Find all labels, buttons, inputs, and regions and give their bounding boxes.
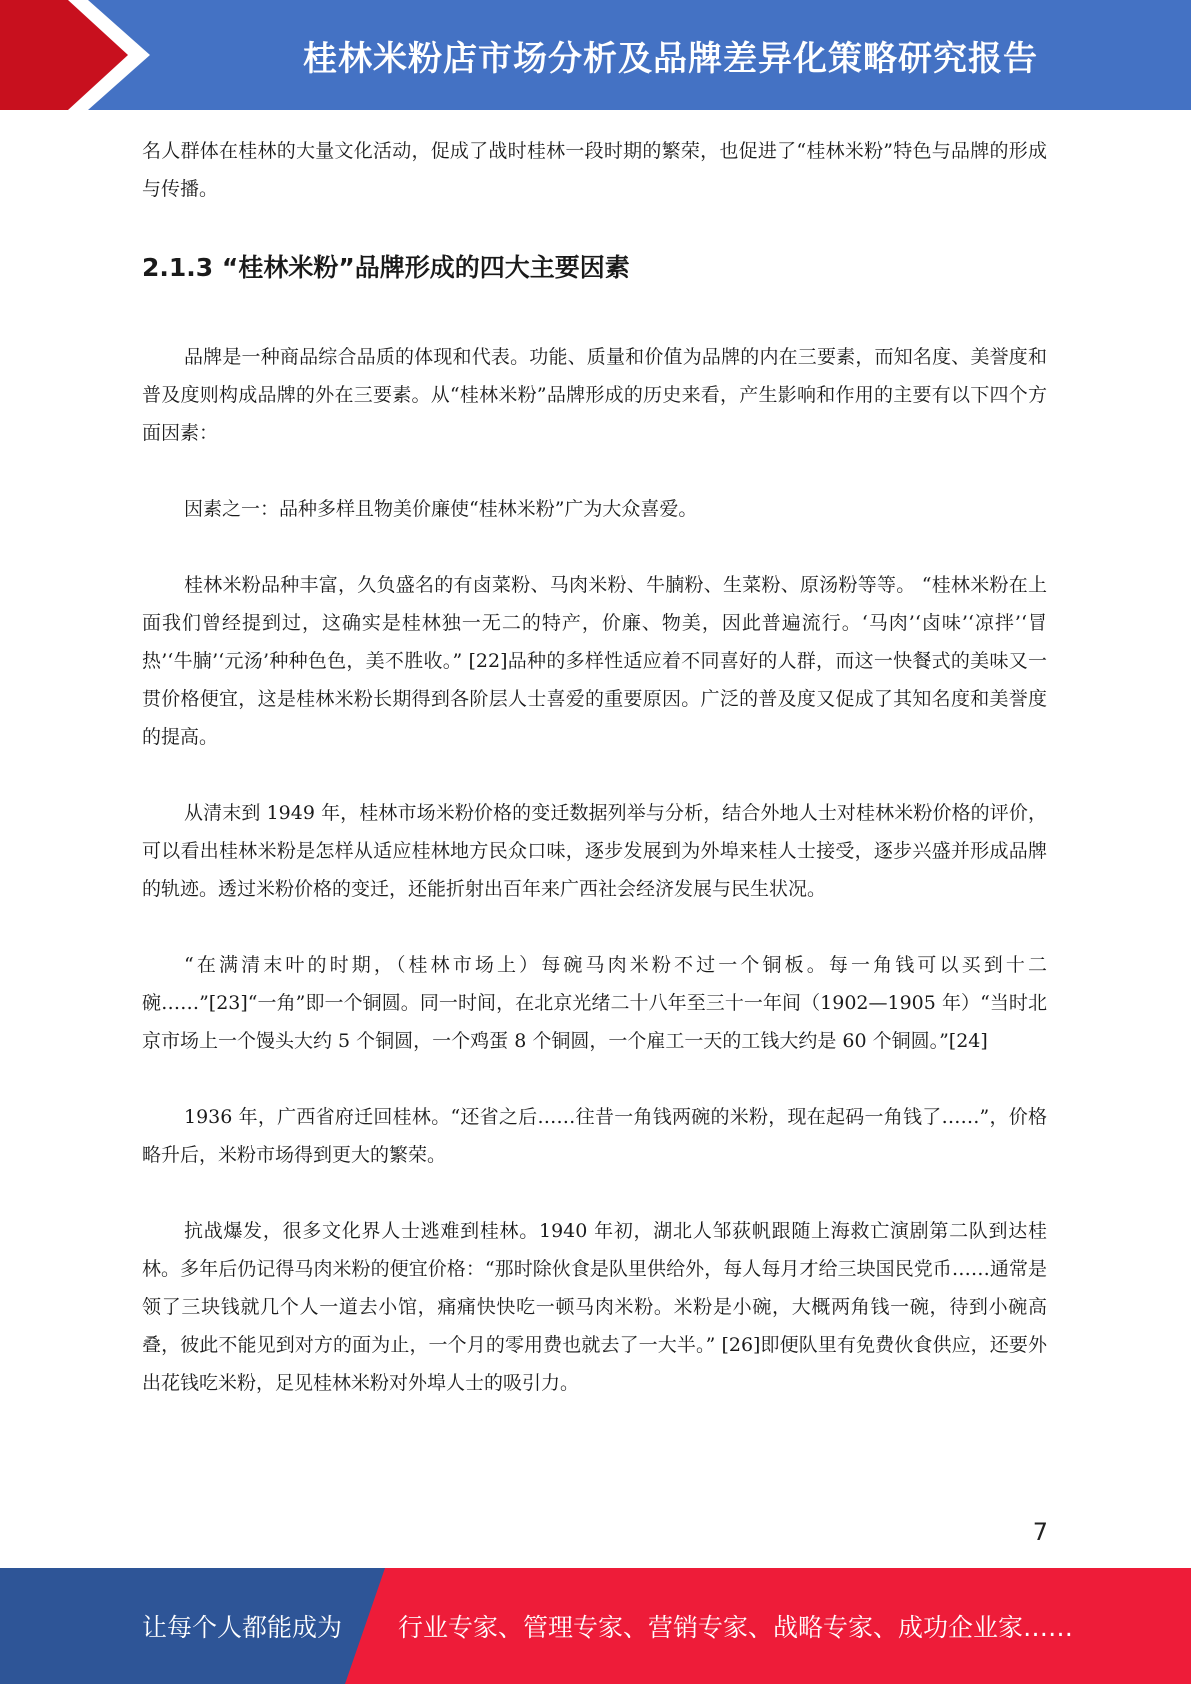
- section-heading: 2.1.3 “桂林米粉”品牌形成的四大主要因素: [142, 253, 630, 282]
- paragraph-brand-elements: 品牌是一种商品综合品质的体现和代表。功能、质量和价值为品牌的内在三要素，而知名度、美誉度和普及度则构成品牌的外在三要素。从“桂林米粉”品牌形成的历史来看，产生影响和作用的主要有以下四个方面因素：: [142, 346, 1047, 444]
- page-body: [142, 132, 1047, 1402]
- paragraph-variety: 桂林米粉品种丰富，久负盛名的有卤菜粉、马肉米粉、牛腩粉、生菜粉、原汤粉等等。 “桂林米粉在上面我们曾经提到过，这确实是桂林独一无二的特产，价廉、物美，因此普遍流行。‘马肉’‘卤味’‘凉拌’‘冒热’‘牛腩’‘元汤’种种色色，美不胜收。” [22]品种的多样性适应着不同喜好的人群，而这一快餐式的美味又一贯价格便宜，这是桂林米粉长期得到各阶层人士喜爱的重要原因。广泛的普及度又促成了其知名度和美誉度的提高。: [142, 574, 1047, 748]
- paragraph-qing-prices: “在满清末叶的时期，（桂林市场上）每碗马肉米粉不过一个铜板。每一角钱可以买到十二碗……”[23]“一角”即一个铜圆。同一时间，在北京光绪二十八年至三十一年间（1902—1905 年）“当时北京市场上一个馒头大约 5 个铜圆，一个鸡蛋 8 个铜圆，一个雇工一天的工钱大约是 60 个铜圆。”[24]: [142, 954, 1047, 1052]
- document-title: 桂林米粉店市场分析及品牌差异化策略研究报告: [303, 38, 1038, 79]
- intro-paragraph: 名人群体在桂林的大量文化活动，促成了战时桂林一段时期的繁荣，也促进了“桂林米粉”特色与品牌的形成与传播。: [142, 140, 1047, 200]
- paragraph-war-time: 抗战爆发，很多文化界人士逃难到桂林。1940 年初，湖北人邹荻帆跟随上海救亡演剧第二队到达桂林。多年后仍记得马肉米粉的便宜价格：“那时除伙食是队里供给外，每人每月才给三块国民党币……通常是领了三块钱就几个人一道去小馆，痛痛快快吃一顿马肉米粉。米粉是小碗，大概两角钱一碗，待到小碗高叠，彼此不能见到对方的面为止，一个月的零用费也就去了一大半。” [26]即便队里有免费伙食供应，还要外出花钱吃米粉，足见桂林米粉对外埠人士的吸引力。: [142, 1220, 1047, 1394]
- footer-slogan-right: 行业专家、管理专家、营销专家、战略专家、成功企业家……: [398, 1613, 1074, 1642]
- paragraph-1936: 1936 年，广西省府迁回桂林。“还省之后……往昔一角钱两碗的米粉，现在起码一角钱了……”，价格略升后，米粉市场得到更大的繁荣。: [142, 1106, 1047, 1166]
- paragraph-factor-one: 因素之一：品种多样且物美价廉使“桂林米粉”广为大众喜爱。: [184, 498, 698, 520]
- paragraph-price-history: 从清末到 1949 年，桂林市场米粉价格的变迁数据列举与分析，结合外地人士对桂林米粉价格的评价，可以看出桂林米粉是怎样从适应桂林地方民众口味，逐步发展到为外埠来桂人士接受，逐步兴盛并形成品牌的轨迹。透过米粉价格的变迁，还能折射出百年来广西社会经济发展与民生状况。: [142, 802, 1047, 900]
- page-header: [0, 0, 1191, 110]
- page-footer: [0, 1568, 1191, 1684]
- footer-slogan-left: 让每个人都能成为: [142, 1613, 343, 1642]
- page-number: 7: [1032, 1518, 1048, 1546]
